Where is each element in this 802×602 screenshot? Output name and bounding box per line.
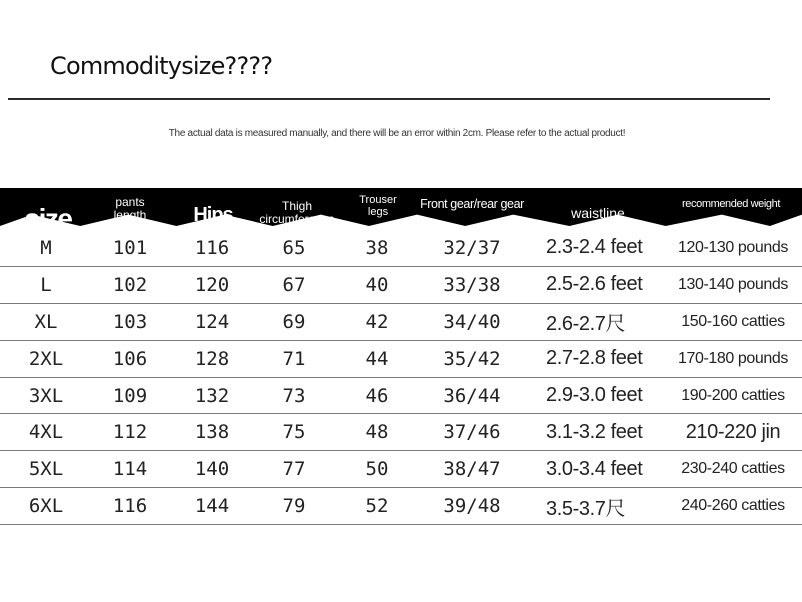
page-title: Commoditysize???? (50, 52, 273, 80)
trouser-legs-cell: 44 (365, 347, 389, 370)
thigh-cell: 77 (282, 458, 306, 481)
trouser-legs-cell: 42 (365, 310, 389, 333)
pants-length-cell: 116 (112, 495, 148, 518)
front-rear-gear-cell: 35/42 (443, 347, 501, 370)
header-waistline: waistline (571, 204, 625, 221)
hips-cell: 120 (194, 273, 230, 296)
header-recommended-weight: recommended weight (682, 198, 780, 211)
waistline-cell: 3.0-3.4 feet (546, 457, 643, 480)
thigh-cell: 71 (282, 347, 306, 370)
trouser-legs-cell: 50 (365, 458, 389, 481)
header-front-rear-gear: Front gear/rear gear (420, 197, 524, 212)
front-rear-gear-cell: 37/46 (443, 421, 501, 444)
waistline-cell: 2.7-2.8 feet (546, 347, 643, 370)
recommended-weight-cell: 170-180 pounds (677, 349, 789, 367)
front-rear-gear-cell: 38/47 (443, 458, 501, 481)
table-row (0, 341, 802, 378)
waistline-cell: 3.1-3.2 feet (546, 420, 643, 443)
recommended-weight-cell: 210-220 jin (685, 420, 781, 443)
trouser-legs-cell: 38 (365, 236, 389, 259)
header-size: size (24, 203, 72, 235)
thigh-cell: 65 (282, 236, 306, 259)
header-pants-length: pants length (113, 195, 147, 222)
size-cell: 4XL (28, 421, 64, 444)
header-hips: Hips (193, 203, 233, 226)
thigh-cell: 73 (282, 384, 306, 407)
recommended-weight-cell: 230-240 catties (681, 460, 785, 478)
recommended-weight-cell: 190-200 catties (681, 386, 785, 404)
waistline-cell: 2.6-2.7尺 (546, 313, 626, 336)
size-cell: 2XL (28, 347, 64, 370)
waistline-cell: 2.3-2.4 feet (546, 236, 643, 259)
recommended-weight-cell: 240-260 catties (681, 497, 785, 515)
table-row (0, 304, 802, 341)
recommended-weight-cell: 120-130 pounds (677, 238, 789, 256)
thigh-cell: 69 (282, 310, 306, 333)
size-cell: XL (34, 310, 58, 333)
front-rear-gear-cell: 32/37 (443, 236, 501, 259)
recommended-weight-cell: 150-160 catties (681, 312, 785, 330)
front-rear-gear-cell: 33/38 (443, 273, 501, 296)
thigh-cell: 75 (282, 421, 306, 444)
trouser-legs-cell: 46 (365, 384, 389, 407)
pants-length-cell: 114 (112, 458, 148, 481)
hips-cell: 132 (194, 384, 230, 407)
size-cell: M (40, 236, 52, 259)
pants-length-cell: 102 (112, 273, 148, 296)
table-row (0, 230, 802, 267)
hips-cell: 116 (194, 236, 230, 259)
waistline-cell: 3.5-3.7尺 (546, 497, 626, 520)
table-row (0, 414, 802, 451)
pants-length-cell: 103 (112, 310, 148, 333)
measurement-note: The actual data is measured manually, and there will be an error within 2cm. Please refer to the actual product! (168, 128, 626, 139)
header-trouser-legs: Trouser legs (359, 194, 397, 218)
waistline-cell: 2.5-2.6 feet (546, 273, 643, 296)
hips-cell: 144 (194, 495, 230, 518)
title-underline (8, 98, 770, 100)
thigh-cell: 67 (282, 273, 306, 296)
pants-length-cell: 109 (112, 384, 148, 407)
trouser-legs-cell: 40 (365, 273, 389, 296)
front-rear-gear-cell: 39/48 (443, 495, 501, 518)
size-cell: 5XL (28, 458, 64, 481)
table-row (0, 378, 802, 415)
size-cell: L (40, 273, 52, 296)
hips-cell: 140 (194, 458, 230, 481)
pants-length-cell: 106 (112, 347, 148, 370)
front-rear-gear-cell: 36/44 (443, 384, 501, 407)
header-thigh: Thigh circumference (259, 199, 335, 226)
trouser-legs-cell: 52 (365, 495, 389, 518)
size-cell: 3XL (28, 384, 64, 407)
front-rear-gear-cell: 34/40 (443, 310, 501, 333)
trouser-legs-cell: 48 (365, 421, 389, 444)
hips-cell: 138 (194, 421, 230, 444)
thigh-cell: 79 (282, 495, 306, 518)
table-body (0, 230, 802, 525)
table-row (0, 451, 802, 488)
pants-length-cell: 112 (112, 421, 148, 444)
table-row (0, 267, 802, 304)
pants-length-cell: 101 (112, 236, 148, 259)
hips-cell: 128 (194, 347, 230, 370)
recommended-weight-cell: 130-140 pounds (677, 275, 789, 293)
size-cell: 6XL (28, 495, 64, 518)
waistline-cell: 2.9-3.0 feet (546, 384, 643, 406)
table-row (0, 488, 802, 525)
hips-cell: 124 (194, 310, 230, 333)
